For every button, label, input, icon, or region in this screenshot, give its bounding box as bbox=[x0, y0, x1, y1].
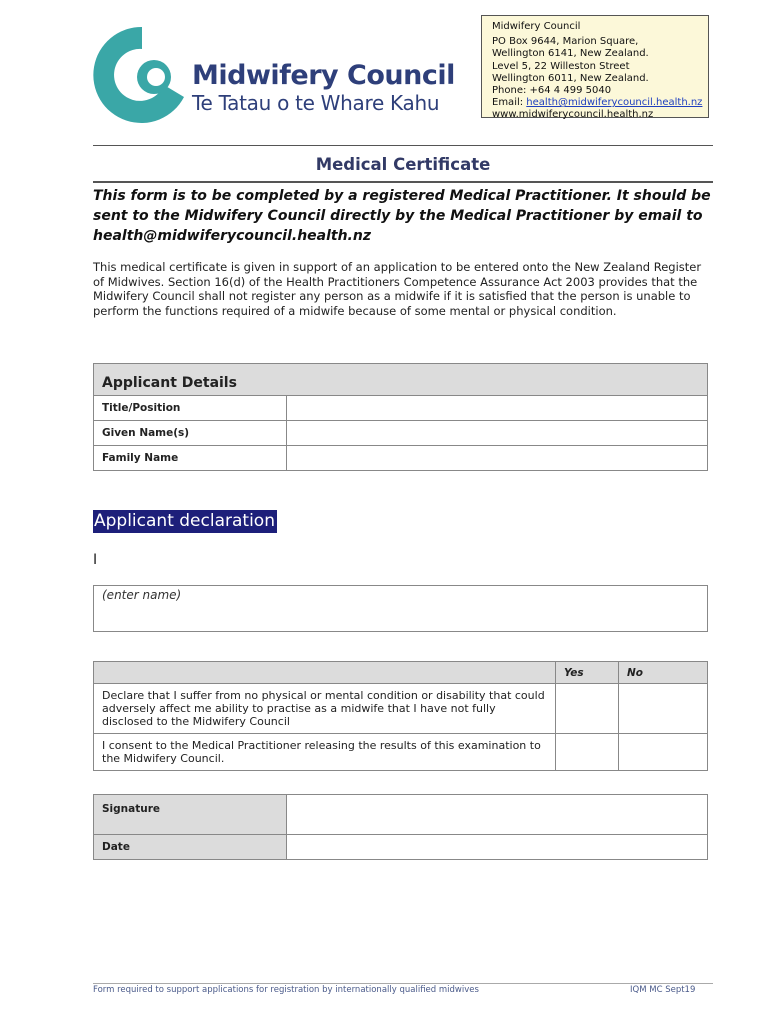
title-rule-top bbox=[93, 145, 713, 146]
address-line-3: Level 5, 22 Willeston Street bbox=[492, 60, 630, 72]
table-row bbox=[94, 421, 708, 446]
enter-name-field[interactable]: (enter name) bbox=[93, 585, 708, 632]
title-position-field[interactable] bbox=[287, 396, 708, 421]
given-names-field[interactable] bbox=[287, 421, 708, 446]
date-field[interactable] bbox=[287, 835, 708, 860]
statement-1-no-cell[interactable] bbox=[619, 684, 708, 734]
statement-2-no-cell[interactable] bbox=[619, 734, 708, 771]
address-phone: Phone: +64 4 499 5040 bbox=[492, 85, 612, 97]
address-email-label: Email: bbox=[492, 97, 527, 109]
declaration-header-blank bbox=[94, 662, 556, 684]
signature-field[interactable] bbox=[287, 795, 708, 835]
logo-title: Midwifery Council bbox=[192, 60, 455, 91]
declaration-statement-2: I consent to the Medical Practitioner releasing the results of this examination to the Midwifery Council. bbox=[94, 734, 556, 771]
footer-rule bbox=[93, 983, 713, 984]
title-rule-bottom bbox=[93, 181, 713, 183]
applicant-details-heading: Applicant Details bbox=[94, 364, 708, 396]
address-website[interactable]: www.midwiferycouncil.health.nz bbox=[492, 109, 654, 121]
table-row bbox=[94, 734, 708, 771]
given-names-label: Given Name(s) bbox=[94, 421, 287, 446]
table-row bbox=[94, 795, 708, 835]
statement-2-yes-cell[interactable] bbox=[556, 734, 619, 771]
address-box bbox=[481, 15, 709, 121]
signature-table bbox=[93, 794, 708, 860]
applicant-details-table bbox=[93, 363, 708, 471]
address-org-name: Midwifery Council bbox=[492, 21, 581, 32]
intro-paragraph: This medical certificate is given in support of an application to be entered onto the New Zealand Register of Midwives. Section 16(d) of the Health Practitioners Competence Assurance Act 2003 provides that the Midwifery Council shall not register any person as a midwife if it is satisfied that the person is unable to perform the functions required of a midwife because of some mental or physical condition. bbox=[93, 260, 702, 318]
table-row bbox=[94, 835, 708, 860]
declaration-table bbox=[93, 661, 708, 771]
address-line-4: Wellington 6011, New Zealand. bbox=[492, 72, 649, 84]
address-email-line bbox=[492, 97, 708, 109]
applicant-declaration-heading: Applicant declaration bbox=[94, 511, 275, 531]
address-email-link[interactable]: health@midwiferycouncil.health.nz bbox=[526, 97, 703, 109]
declaration-i-text: I bbox=[93, 552, 98, 568]
date-label: Date bbox=[94, 835, 287, 860]
family-name-label: Family Name bbox=[94, 446, 287, 471]
title-position-label: Title/Position bbox=[94, 396, 287, 421]
instructions-text: This form is to be completed by a registered Medical Practitioner. It should be sent to the Midwifery Council directly by the Medical Practitioner by email to health@midwiferycouncil.health.nz bbox=[93, 188, 711, 244]
table-row bbox=[94, 684, 708, 734]
statement-1-yes-cell[interactable] bbox=[556, 684, 619, 734]
family-name-field[interactable] bbox=[287, 446, 708, 471]
address-line-1: PO Box 9644, Marion Square, bbox=[492, 36, 639, 48]
logo-subtitle: Te Tatau o te Whare Kahu bbox=[192, 91, 440, 115]
address-line-2: Wellington 6141, New Zealand. bbox=[492, 48, 649, 60]
signature-label: Signature bbox=[94, 795, 287, 835]
no-column-header: No bbox=[619, 662, 708, 684]
council-logo-mark bbox=[92, 25, 192, 125]
document-title: Medical Certificate bbox=[315, 155, 491, 174]
table-row bbox=[94, 446, 708, 471]
declaration-statement-1: Declare that I suffer from no physical or mental condition or disability that could adversely affect me ability to practise as a midwife that I have not fully disclosed to the Midwifery Council bbox=[94, 684, 556, 734]
footer-form-code: IQM MC Sept19 bbox=[630, 985, 696, 995]
yes-column-header: Yes bbox=[556, 662, 619, 684]
table-row bbox=[94, 396, 708, 421]
footer-description: Form required to support applications for registration by internationally qualified midwives bbox=[93, 985, 479, 995]
